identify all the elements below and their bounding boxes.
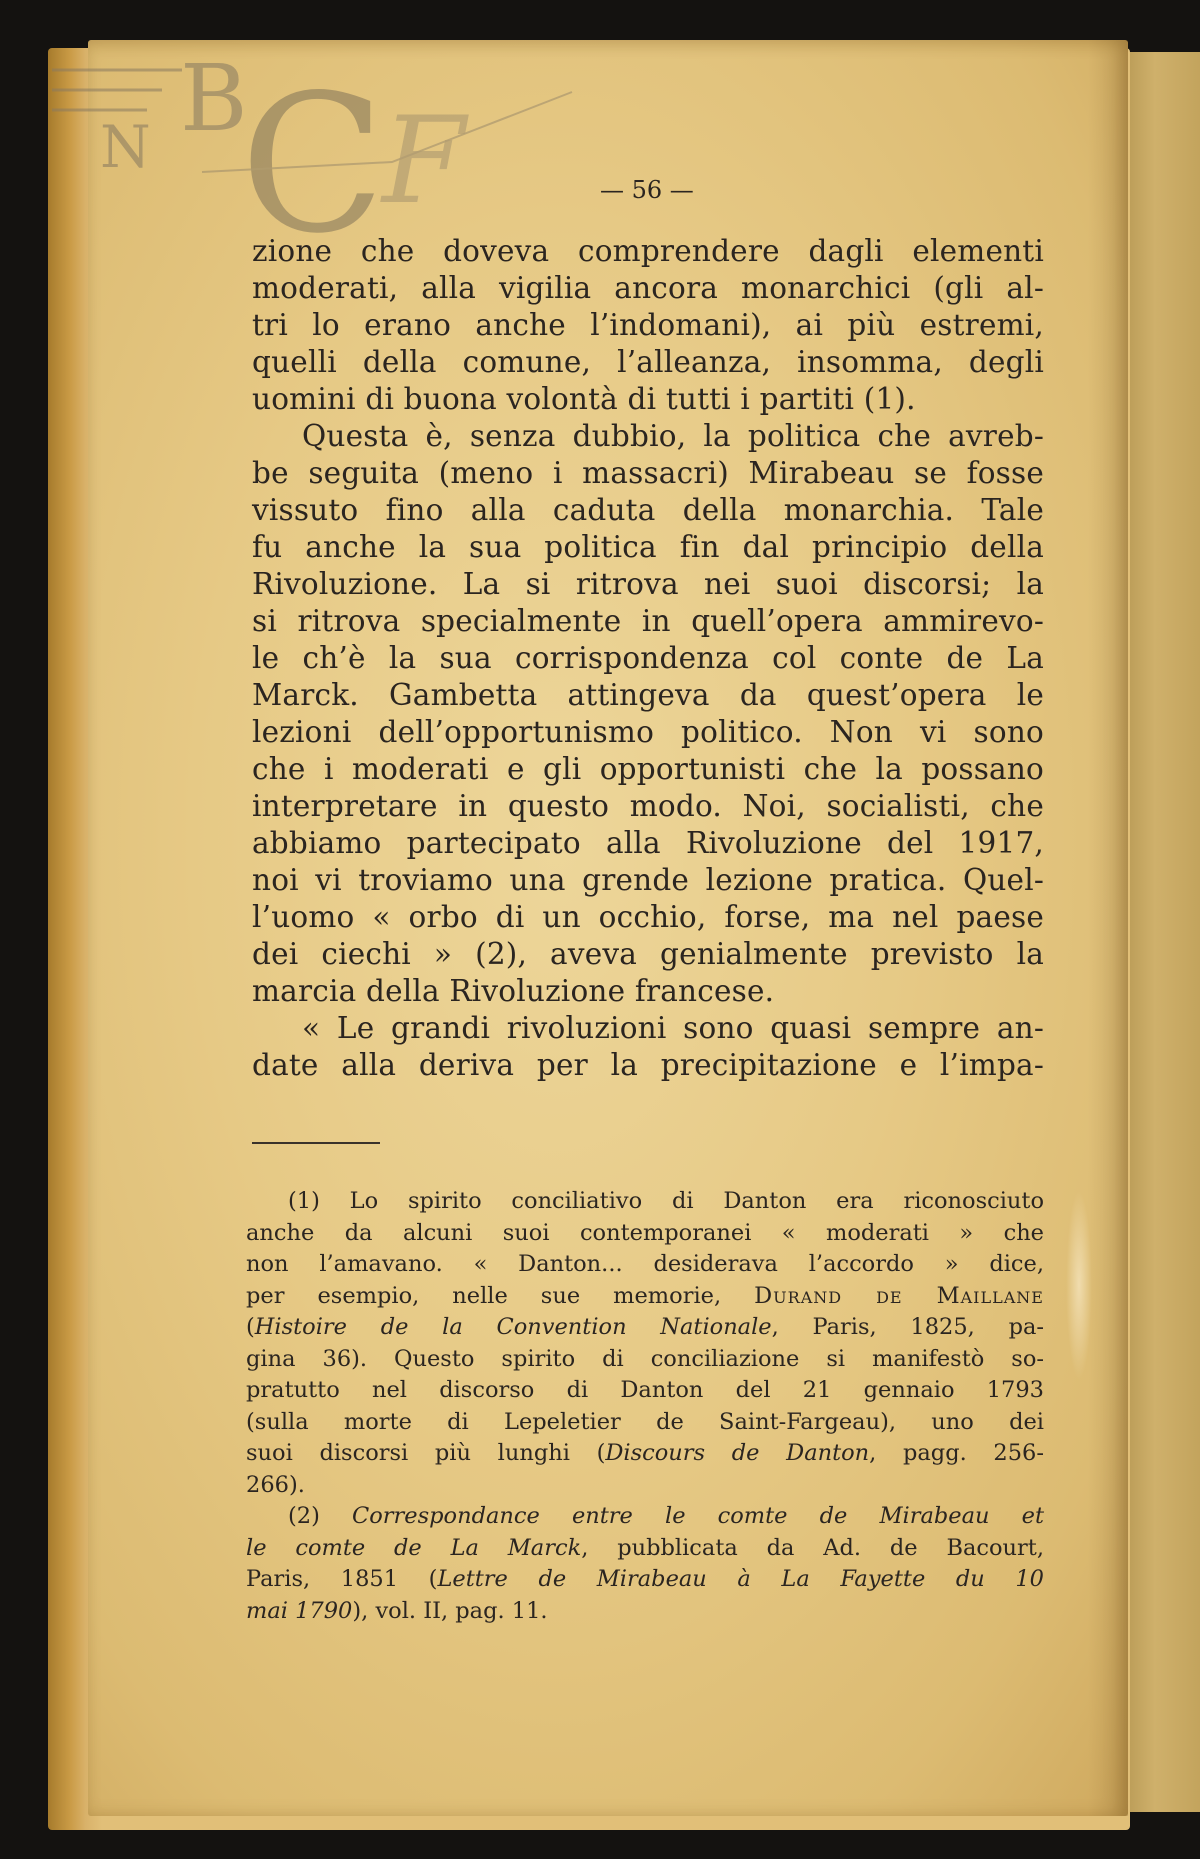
adjacent-page-edge <box>1120 52 1200 1812</box>
footnote-text: Paris, 1851 ( <box>246 1566 438 1592</box>
text-line: vissuto fino alla caduta della monarchia. Tale <box>252 493 1044 527</box>
footnote-text: (2) <box>288 1503 353 1529</box>
text-line: date alla deriva per la precipitazione e l’impa- <box>252 1048 1044 1082</box>
footnote-2-line <box>246 1596 1044 1628</box>
footnote-1-line <box>246 1281 1044 1313</box>
footnote-separator <box>252 1142 380 1144</box>
text-line: si ritrova specialmente in quell’opera ammirevo- <box>252 604 1044 638</box>
main-text <box>252 233 1044 1084</box>
text-line: che i moderati e gli opportunisti che la possano <box>252 752 1044 786</box>
footnote-1-line: gina 36). Questo spirito di conciliazione si manifestò so- <box>246 1345 1044 1372</box>
book-title: Correspondance entre le comte de Mirabeau et <box>352 1503 1044 1529</box>
text-line: Questa è, senza dubbio, la politica che avreb- <box>302 419 1044 453</box>
text-line: moderati, alla vigilia ancora monarchici (gli al- <box>252 271 1044 305</box>
footnote-1-line: (Histoire de la Convention Nationale, Paris, 1825, pa- <box>246 1314 1044 1340</box>
footnote-text: ), vol. II, pag. 11. <box>352 1597 548 1624</box>
footnotes <box>246 1186 1044 1627</box>
footnote-text: suoi discorsi più lunghi ( <box>246 1440 606 1466</box>
text-line: tri lo erano anche l’indomani), ai più estremi, <box>252 308 1044 342</box>
book-title: mai 1790 <box>246 1597 353 1624</box>
footnote-1-line: (sulla morte di Lepeletier de Saint-Fargeau), uno dei <box>246 1408 1044 1435</box>
paper-crease <box>1066 1190 1092 1380</box>
footnote-1-line: anche da alcuni suoi contemporanei « moderati » che <box>246 1219 1044 1246</box>
footnote-1-line: non l’amavano. « Danton... desiderava l’accordo » dice, <box>246 1251 1044 1277</box>
text-line: be seguita (meno i massacri) Mirabeau se fosse <box>252 456 1044 490</box>
footnote-1-line: 266). <box>246 1471 305 1498</box>
text-line: « Le grandi rivoluzioni sono quasi sempre an- <box>302 1011 1044 1045</box>
text-line: uomini di buona volontà di tutti i partiti (1). <box>252 382 916 416</box>
footnote-1-line <box>246 1438 1044 1470</box>
footnote-text: , pagg. 256- <box>869 1440 1044 1466</box>
text-line: dei ciechi » (2), aveva genialmente previsto la <box>252 937 1044 971</box>
footnote-2-line <box>246 1564 1044 1596</box>
watermark-letter-n: N <box>100 113 151 181</box>
footnote-2-line <box>246 1533 1044 1565</box>
text-line: zione che doveva comprendere dagli elementi <box>252 234 1044 268</box>
footnote-1-line: (1) Lo spirito conciliativo di Danton era riconosciuto <box>288 1188 1044 1214</box>
gutter-shadow <box>1088 40 1128 1816</box>
text-line: le ch’è la sua corrispondenza col conte de La <box>252 641 1044 675</box>
author-name: Durand de Maillane <box>754 1282 1044 1309</box>
book-title: Lettre de Mirabeau à La Fayette du 10 <box>437 1566 1044 1592</box>
footnote-1-line: pratutto nel discorso di Danton del 21 gennaio 1793 <box>246 1377 1044 1403</box>
watermark-letter-c: C <box>240 54 386 252</box>
footnote-text: , pubblicata da Ad. de Bacourt, <box>581 1534 1044 1561</box>
text-line: fu anche la sua politica fin dal principio della <box>252 530 1044 564</box>
text-line: noi vi troviamo una grende lezione pratica. Quel- <box>252 863 1044 897</box>
text-line: interpretare in questo modo. Noi, socialisti, che <box>252 789 1044 823</box>
text-line: lezioni dell’opportunismo politico. Non vi sono <box>252 715 1044 749</box>
text-line: quelli della comune, l’alleanza, insomma, degli <box>252 345 1044 379</box>
book-title: le comte de La Marck <box>246 1534 582 1561</box>
text-line: l’uomo « orbo di un occhio, forse, ma nel paese <box>252 900 1044 934</box>
book-title: Discours de Danton <box>605 1440 870 1466</box>
text-line: marcia della Rivoluzione francese. <box>252 974 775 1008</box>
text-line: Rivoluzione. La si ritrova nei suoi discorsi; la <box>252 567 1044 601</box>
page-number: — 56 — <box>600 176 694 204</box>
footnote-2-line <box>246 1501 1044 1533</box>
footnote-text: , Paris, 1825, pa- <box>771 1314 1044 1340</box>
book-title: Histoire de la Convention Nationale <box>254 1314 772 1340</box>
footnote-text: per esempio, nelle sue memorie, <box>246 1282 755 1309</box>
watermark-letter-b: B <box>180 52 248 152</box>
watermark-letter-f: F <box>382 92 466 231</box>
text-line: abbiamo partecipato alla Rivoluzione del 1917, <box>252 826 1044 860</box>
bncf-watermark-logo <box>52 52 612 252</box>
text-line: Marck. Gambetta attingeva da quest’opera le <box>252 678 1044 712</box>
